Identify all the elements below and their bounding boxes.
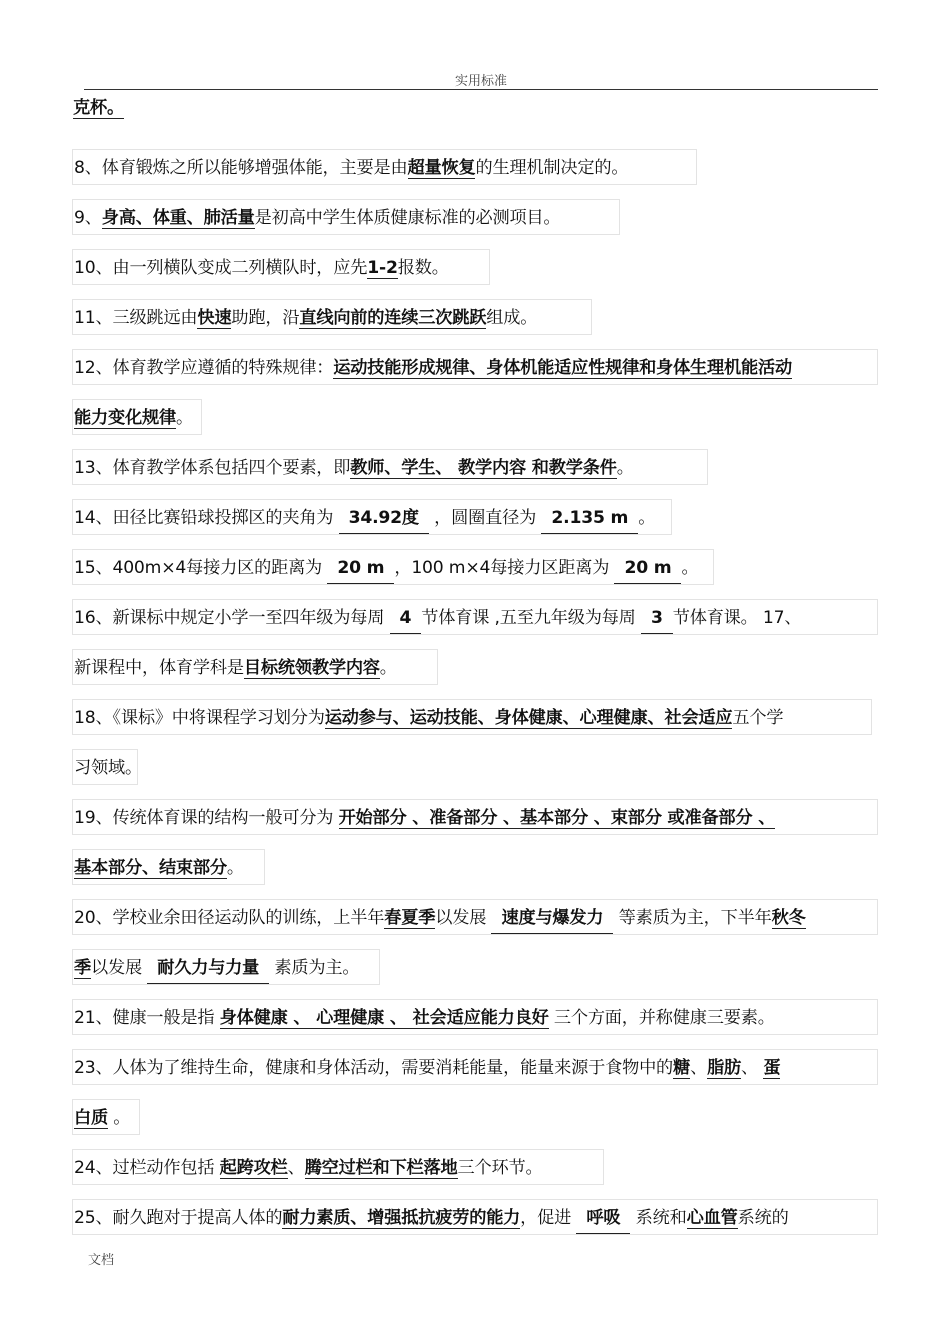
text-line	[72, 486, 878, 536]
answer-text: 。	[106, 98, 124, 118]
answer-blank: 34.92度	[339, 503, 429, 534]
text-line	[72, 386, 878, 436]
question-text: 。	[638, 508, 656, 528]
answer-text: 克杯	[73, 98, 107, 118]
text-line-box	[72, 849, 265, 885]
question-text: 等素质为主，下半年	[613, 908, 772, 928]
text-line	[72, 1136, 878, 1186]
text-line-box	[72, 149, 697, 185]
text-line-box	[72, 499, 672, 535]
question-text: 10、由一列横队变成二列横队时，应先	[74, 258, 368, 278]
text-line	[72, 1036, 878, 1086]
text-line	[72, 936, 878, 986]
text-line	[72, 86, 878, 136]
text-line-box	[72, 90, 126, 126]
answer-text: 目标统领教学内容	[243, 658, 380, 678]
text-line	[72, 136, 878, 186]
question-text: 是初高中学生体质健康标准的必测项目。	[254, 208, 561, 228]
question-text: 15、400m×4每接力区的距离为	[74, 558, 328, 578]
text-line-box	[72, 1149, 604, 1185]
question-text: 。	[616, 458, 634, 478]
answer-blank: 呼吸	[576, 1203, 630, 1234]
question-text: 。	[379, 658, 397, 678]
text-line-box	[72, 199, 620, 235]
text-line	[72, 236, 878, 286]
answer-text: 运动技能形成规律、身体机能适应性规律和身体生理机能活动	[333, 358, 792, 378]
question-text: 组成。	[486, 308, 538, 328]
answer-blank: 耐久力与力量	[147, 953, 269, 984]
answer-text: 开始部分 、准备部分 、基本部分 、束部分 或准备部分 、	[338, 808, 776, 828]
question-text: 18、《课标》中将课程学习划分为	[74, 708, 325, 728]
text-line-box	[72, 949, 380, 985]
question-text: 三个环节。	[457, 1158, 543, 1178]
question-text: ，促进	[520, 1208, 577, 1228]
question-text: 13、体育教学体系包括四个要素，即	[74, 458, 351, 478]
text-line	[72, 786, 878, 836]
question-text: 8、体育锻炼之所以能够增强体能，主要是由	[74, 158, 408, 178]
question-text: 五个学	[732, 708, 784, 728]
page-footer: 文档	[88, 1253, 115, 1268]
answer-blank: 20 m	[327, 553, 394, 584]
question-text: 、	[690, 1058, 708, 1078]
answer-blank: 3	[641, 603, 673, 634]
question-text: 24、过栏动作包括	[74, 1158, 220, 1178]
text-line	[72, 686, 878, 736]
answer-text: 运动参与、运动技能、身体健康、心理健康、社会适应	[324, 708, 733, 728]
answer-text: 下栏落地	[389, 1158, 458, 1178]
document-body	[72, 86, 878, 1236]
text-line	[72, 986, 878, 1036]
text-line	[72, 336, 878, 386]
question-text: 助跑，沿	[231, 308, 300, 328]
text-line	[72, 586, 878, 636]
question-text: ，圆圈直径为	[428, 508, 542, 528]
text-line-box	[72, 799, 878, 835]
text-line-box	[72, 1199, 878, 1235]
text-line-box	[72, 599, 878, 635]
question-text: 、	[741, 1058, 764, 1078]
answer-text: 超量恢复	[407, 158, 476, 178]
question-text: 21、健康一般是指	[74, 1008, 220, 1028]
question-text: 。	[681, 558, 699, 578]
text-line	[72, 286, 878, 336]
answer-blank: 20 m	[614, 553, 681, 584]
question-text: ，100 m×4每接力区距离为	[394, 558, 615, 578]
header-title: 实用标准	[454, 74, 507, 89]
answer-blank: 4	[390, 603, 422, 634]
question-text: 。	[107, 1108, 131, 1128]
text-line-box	[72, 449, 708, 485]
answer-text: 腾空过栏和	[304, 1158, 390, 1178]
question-text: 9、	[74, 208, 102, 228]
question-text: 20、学校业余田径运动队的训练，上半年	[74, 908, 385, 928]
text-line	[72, 436, 878, 486]
answer-text: 心血管	[686, 1208, 738, 1228]
question-text: 。	[226, 858, 244, 878]
text-line	[72, 1186, 878, 1236]
answer-text: 脂肪	[707, 1058, 742, 1078]
answer-text: 教师、学生、 教学内容 和教学条件	[350, 458, 617, 478]
text-line-box	[72, 1099, 140, 1135]
question-text: 25、耐久跑对于提高人体的	[74, 1208, 283, 1228]
answer-text: 身体健康 、 心理健康 、 社会适应能力良好	[219, 1008, 549, 1028]
question-text: 节体育课 ,五至九年级为每周	[421, 608, 641, 628]
answer-text: 身高、体重、肺活量	[101, 208, 255, 228]
question-text: 习领域。	[74, 758, 142, 778]
answer-text: 耐力素质、增强抵抗疲劳的能力	[282, 1208, 521, 1228]
answer-text: 起跨攻栏	[219, 1158, 288, 1178]
answer-text: 季	[74, 958, 91, 978]
question-text: 16、新课标中规定小学一至四年级为每周	[74, 608, 390, 628]
text-line-box	[72, 549, 714, 585]
text-line	[72, 536, 878, 586]
answer-text: 直线向前的连续三次跳跃	[299, 308, 487, 328]
answer-text: 快速	[197, 308, 232, 328]
question-text: 三个方面，并称健康三要素。	[548, 1008, 775, 1028]
question-text: 19、传统体育课的结构一般可分为	[74, 808, 339, 828]
question-text: 新课程中，体育学科是	[74, 658, 244, 678]
question-text: 。	[175, 408, 193, 428]
text-line-box	[72, 299, 592, 335]
text-line-box	[72, 649, 438, 685]
text-line-box	[72, 249, 490, 285]
question-text: 的生理机制决定的。	[475, 158, 629, 178]
question-text: 12、体育教学应遵循的特殊规律：	[74, 358, 334, 378]
question-text: 11、三级跳远由	[74, 308, 198, 328]
question-text: 以发展	[435, 908, 492, 928]
text-line-box	[72, 399, 202, 435]
text-line	[72, 886, 878, 936]
question-text: 23、人体为了维持生命，健康和身体活动，需要消耗能量，能量来源于食物中的	[74, 1058, 674, 1078]
text-line-box	[72, 1049, 878, 1085]
text-line-box	[72, 899, 878, 935]
text-line-box	[72, 699, 872, 735]
text-line	[72, 736, 878, 786]
answer-text: 1-2	[367, 258, 398, 278]
answer-text: 蛋	[763, 1058, 781, 1078]
question-text: 以发展	[91, 958, 148, 978]
answer-text: 能力变化规律	[74, 408, 176, 428]
question-text: 、	[287, 1158, 305, 1178]
answer-blank: 2.135 m	[541, 503, 638, 534]
answer-text: 基本部分、结束部分	[74, 858, 227, 878]
text-line	[72, 636, 878, 686]
question-text: 系统的	[737, 1208, 789, 1228]
answer-text: 春夏季	[384, 908, 436, 928]
text-line-box	[72, 999, 878, 1035]
text-line-box	[72, 749, 142, 785]
answer-text: 糖	[673, 1058, 691, 1078]
text-line-box	[72, 349, 878, 385]
text-line	[72, 1086, 878, 1136]
question-text: 报数。	[397, 258, 449, 278]
question-text: 节体育课。 17、	[672, 608, 802, 628]
text-line	[72, 836, 878, 886]
question-text: 系统和	[630, 1208, 687, 1228]
text-line	[72, 186, 878, 236]
answer-text: 白质	[74, 1108, 108, 1128]
question-text: 素质为主。	[269, 958, 360, 978]
answer-text: 秋冬	[771, 908, 806, 928]
question-text: 14、田径比赛铅球投掷区的夹角为	[74, 508, 339, 528]
answer-blank: 速度与爆发力	[491, 903, 613, 934]
